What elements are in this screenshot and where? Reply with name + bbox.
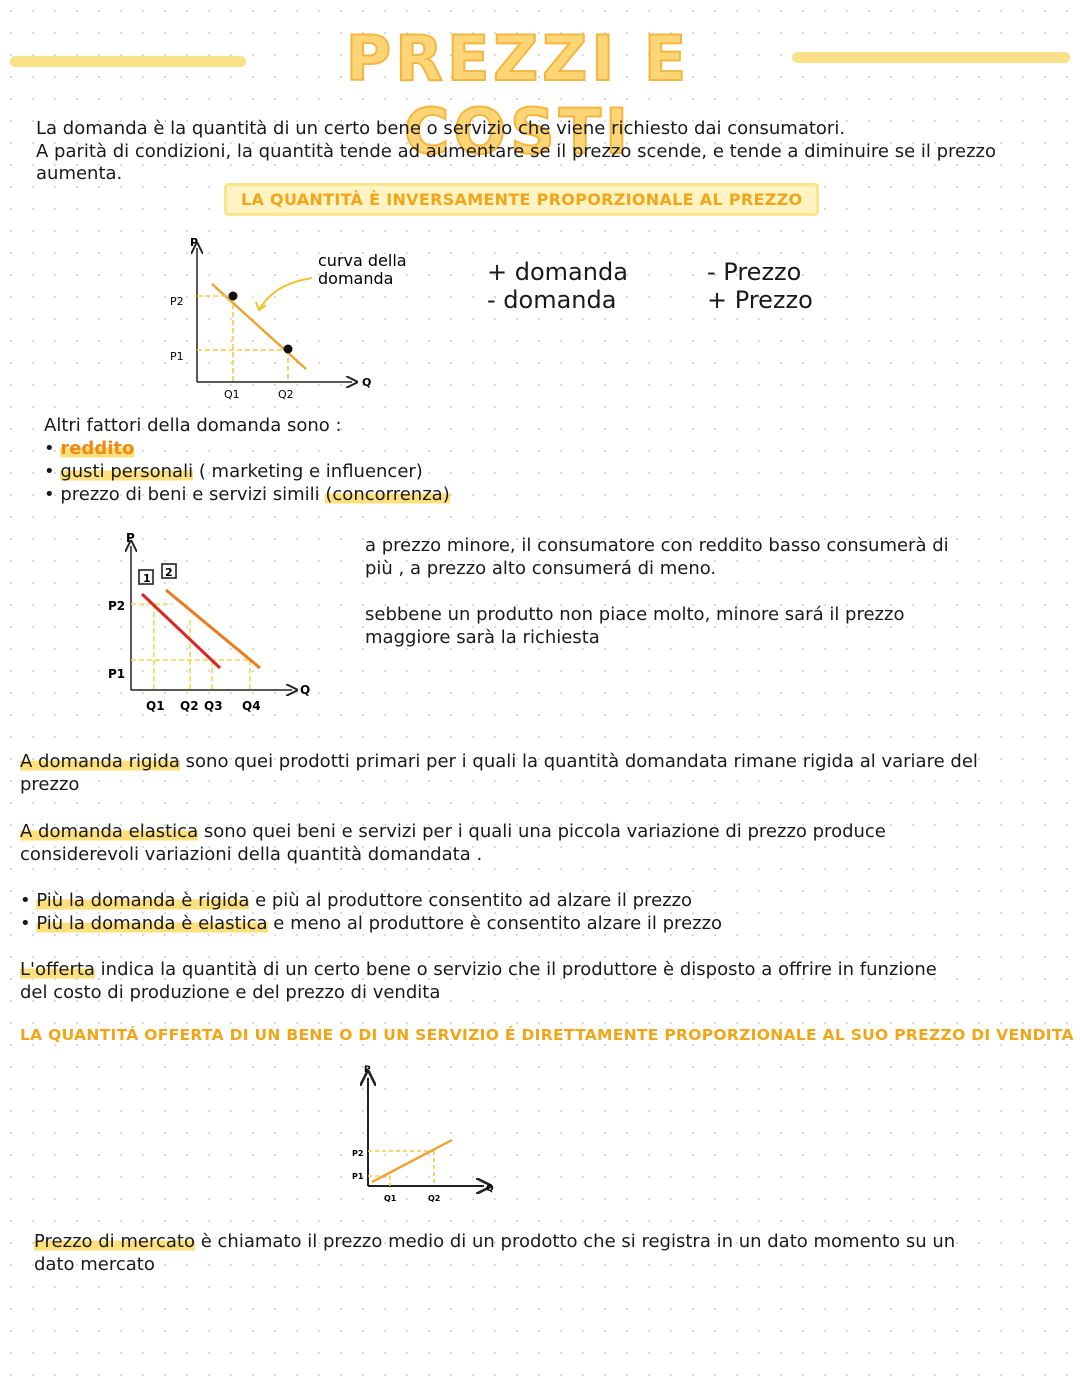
q1-label: Q1 bbox=[384, 1194, 397, 1203]
p2-label: P2 bbox=[170, 295, 184, 308]
intro-line-2: A parità di condizioni, la quantità tende ad aumentare se il prezzo scende, e tende a diminuire se il prezzo bbox=[36, 141, 997, 162]
bullet-rigid-text: e più al produttore consentito ad alzare il prezzo bbox=[249, 890, 693, 911]
q3-label: Q3 bbox=[204, 699, 223, 713]
p1-label: P1 bbox=[352, 1172, 364, 1181]
y-axis-label: P bbox=[190, 236, 199, 249]
factor-price-note: (concorrenza) bbox=[325, 484, 450, 505]
p1-label: P1 bbox=[108, 667, 126, 681]
direct-proportion-heading: LA QUANTITÁ OFFERTA DI UN BENE O DI UN SERVIZIO É DIRETTAMENTE PROPORZIONALE AL SUO PREZZO DI VENDITA bbox=[20, 1026, 1074, 1044]
title-line-left bbox=[10, 56, 246, 67]
page-title: PREZZI E COSTI bbox=[345, 22, 691, 168]
factor-price-term: prezzo di beni e servizi simili bbox=[60, 484, 320, 505]
demand-shift-graph bbox=[104, 528, 334, 720]
market-price-term: Prezzo di mercato bbox=[34, 1231, 196, 1252]
q2-label: Q2 bbox=[428, 1194, 441, 1203]
elastic-definition-cont: considerevoli variazioni della quantità domandata . bbox=[20, 844, 483, 865]
x-axis-label: Q bbox=[486, 1184, 494, 1194]
demand-curve-graph bbox=[160, 232, 420, 404]
offer-term: L'offerta bbox=[20, 959, 95, 980]
income-note-2: più , a prezzo alto consumerá di meno. bbox=[365, 558, 717, 579]
inverse-proportion-heading: LA QUANTITÀ È INVERSAMENTE PROPORZIONALE AL PREZZO bbox=[224, 183, 819, 216]
q2-label: Q2 bbox=[278, 388, 294, 401]
point-p2-q1 bbox=[229, 292, 238, 301]
elastic-definition bbox=[20, 820, 886, 843]
curve-1-number: 1 bbox=[143, 572, 151, 585]
demand-line bbox=[212, 284, 306, 369]
annotation-line-2: domanda bbox=[318, 269, 394, 288]
income-note-1: a prezzo minore, il consumatore con reddito basso consumerà di bbox=[365, 535, 949, 556]
p2-label: P2 bbox=[352, 1149, 364, 1158]
p2-label: P2 bbox=[108, 599, 126, 613]
rigid-text: sono quei prodotti primari per i quali la quantità domandata rimane rigida al variare del bbox=[179, 751, 978, 772]
annotation-line-1: curva della bbox=[318, 251, 407, 270]
more-demand: + domanda bbox=[487, 258, 628, 286]
factor-taste-term: gusti personali bbox=[60, 461, 194, 482]
intro-line-3: aumenta. bbox=[36, 163, 123, 184]
market-price-definition bbox=[34, 1230, 955, 1253]
bullet-rigid-term: Più la domanda è rigida bbox=[36, 890, 250, 911]
rigid-definition-cont: prezzo bbox=[20, 774, 80, 795]
elastic-term: A domanda elastica bbox=[20, 821, 199, 842]
factor-item-price: • prezzo di beni e servizi simili (concorrenza) bbox=[44, 484, 450, 505]
y-axis-label: P bbox=[126, 531, 135, 545]
curve-2-number: 2 bbox=[165, 566, 173, 579]
taste-note-1: sebbene un produtto non piace molto, minore sará il prezzo bbox=[365, 604, 905, 625]
factor-income-term: reddito bbox=[60, 438, 135, 459]
y-axis-label: P bbox=[364, 1065, 371, 1075]
market-price-text: è chiamato il prezzo medio di un prodotto che si registra in un dato momento su un bbox=[195, 1231, 956, 1252]
more-price: + Prezzo bbox=[707, 286, 813, 314]
annotation-arrow bbox=[260, 278, 312, 308]
p1-label: P1 bbox=[170, 350, 184, 363]
x-axis-label: Q bbox=[362, 376, 372, 389]
bullet-rigid: • Più la domanda è rigida e più al produttore consentito ad alzare il prezzo bbox=[20, 890, 693, 911]
factor-item-taste: • gusti personali ( marketing e influencer) bbox=[44, 461, 423, 482]
bullet-elastic-term: Più la domanda è elastica bbox=[36, 913, 268, 934]
bullet-elastic-text: e meno al produttore è consentito alzare il prezzo bbox=[267, 913, 723, 934]
supply-curve-graph bbox=[340, 1060, 500, 1210]
less-price: - Prezzo bbox=[707, 258, 802, 286]
point-p1-q2 bbox=[284, 345, 293, 354]
factor-taste-note: ( marketing e influencer) bbox=[198, 461, 423, 482]
intro-line-1: La domanda è la quantità di un certo bene o servizio che viene richiesto dai consumatori. bbox=[36, 118, 846, 139]
offer-definition bbox=[20, 958, 937, 981]
rigid-definition bbox=[20, 750, 978, 773]
taste-note-2: maggiore sarà la richiesta bbox=[365, 627, 600, 648]
q2-label: Q2 bbox=[180, 699, 199, 713]
bullet-elastic: • Più la domanda è elastica e meno al produttore è consentito alzare il prezzo bbox=[20, 913, 723, 934]
rigid-term: A domanda rigida bbox=[20, 751, 180, 772]
offer-definition-cont: del costo di produzione e del prezzo di vendita bbox=[20, 982, 441, 1003]
q1-label: Q1 bbox=[224, 388, 240, 401]
q4-label: Q4 bbox=[242, 699, 261, 713]
market-price-definition-cont: dato mercato bbox=[34, 1254, 155, 1275]
elastic-text: sono quei beni e servizi per i quali una piccola variazione di prezzo produce bbox=[198, 821, 886, 842]
x-axis-label: Q bbox=[300, 683, 311, 697]
supply-line bbox=[372, 1140, 452, 1182]
title-line-right bbox=[792, 52, 1070, 63]
q1-label: Q1 bbox=[146, 699, 165, 713]
factor-item-income: • reddito bbox=[44, 438, 135, 459]
offer-text: indica la quantità di un certo bene o servizio che il produttore è disposto a offrire in funzione bbox=[94, 959, 937, 980]
factors-heading: Altri fattori della domanda sono : bbox=[44, 415, 342, 436]
less-demand: - domanda bbox=[487, 286, 617, 314]
